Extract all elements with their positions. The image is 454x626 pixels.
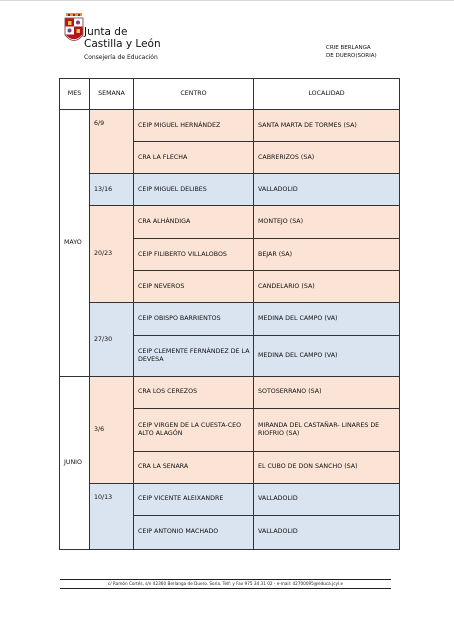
schedule-table [59, 78, 400, 550]
footer-divider-top [60, 579, 391, 580]
week-cell: 27/30 [90, 303, 134, 376]
localidad-cell: MONTEJO (SA) [254, 206, 400, 239]
column-header-semana: SEMANA [90, 79, 134, 110]
page-top-border [0, 0, 454, 1]
centro-cell: CRA LA SENARA [134, 451, 254, 483]
localidad-cell: SOTOSERRANO (SA) [254, 376, 400, 408]
centro-cell: CEIP ANTONIO MACHADO [134, 515, 254, 549]
column-header-centro: CENTRO [134, 79, 254, 110]
table-row [60, 376, 400, 408]
localidad-cell: CANDELARIO (SA) [254, 271, 400, 303]
centro-cell: CEIP NEVEROS [134, 271, 254, 303]
week-cell: 13/16 [90, 174, 134, 206]
centro-cell: CEIP OBISPO BARRIENTOS [134, 303, 254, 335]
month-cell: MAYO [60, 110, 90, 377]
localidad-cell: MEDINA DEL CAMPO (VA) [254, 335, 400, 376]
localidad-cell: VALLADOLID [254, 483, 400, 515]
organization-name [84, 26, 161, 50]
localidad-cell: MIRANDA DEL CASTAÑAR- LINARES DE RIOFRIO (SA) [254, 408, 400, 451]
localidad-cell: MEDINA DEL CAMPO (VA) [254, 303, 400, 335]
centro-cell: CEIP VIRGEN DE LA CUESTA-CEO ALTO ALAGÓN [134, 408, 254, 451]
centro-cell: CRA LOS CEREZOS [134, 376, 254, 408]
column-header-localidad: LOCALIDAD [254, 79, 400, 110]
organization-name-line1: Junta de [84, 26, 128, 38]
centro-cell: CEIP MIGUEL HERNÁNDEZ [134, 110, 254, 142]
table-header-row [60, 79, 400, 110]
column-header-mes: MES [60, 79, 90, 110]
week-cell: 20/23 [90, 206, 134, 303]
table-row [60, 483, 400, 515]
week-cell: 3/6 [90, 376, 134, 483]
localidad-cell: CABRERIZOS (SA) [254, 142, 400, 174]
junta-coat-of-arms-logo [63, 13, 85, 47]
table-row [60, 303, 400, 335]
centro-cell: CEIP MIGUEL DELIBES [134, 174, 254, 206]
month-cell: JUNIO [60, 376, 90, 549]
school-name-line2: DE DUERO(SORIA) [326, 53, 377, 59]
localidad-cell: EL CUBO DE DON SANCHO (SA) [254, 451, 400, 483]
localidad-cell: VALLADOLID [254, 515, 400, 549]
week-cell: 6/9 [90, 110, 134, 174]
department-name: Consejería de Educación [84, 54, 158, 61]
organization-name-line2: Castilla y León [84, 38, 161, 50]
table-row [60, 110, 400, 142]
localidad-cell: SANTA MARTA DE TORMES (SA) [254, 110, 400, 142]
week-cell: 10/13 [90, 483, 134, 549]
centro-cell: CEIP CLEMENTE FERNÁNDEZ DE LA DEVESA [134, 335, 254, 376]
centro-cell: CRA ALHÁNDIGA [134, 206, 254, 239]
footer-address: c/ Ramón Cortés, s/n 42360 Berlanga de Duero. Soria. Telf: y Fax 975 34 31 02 - e-mail: 42700095@educa.jcyl.e [107, 581, 344, 586]
localidad-cell: VALLADOLID [254, 174, 400, 206]
centro-cell: CEIP FILIBERTO VILLALOBOS [134, 239, 254, 271]
localidad-cell: BEJAR (SA) [254, 239, 400, 271]
footer-divider-bottom [60, 588, 391, 589]
school-name-line1: CRIE BERLANGA [326, 45, 371, 51]
centro-cell: CEIP VICENTE ALEIXANDRE [134, 483, 254, 515]
table-row [60, 206, 400, 239]
centro-cell: CRA LA FLECHA [134, 142, 254, 174]
school-name [326, 44, 377, 60]
table-row [60, 174, 400, 206]
